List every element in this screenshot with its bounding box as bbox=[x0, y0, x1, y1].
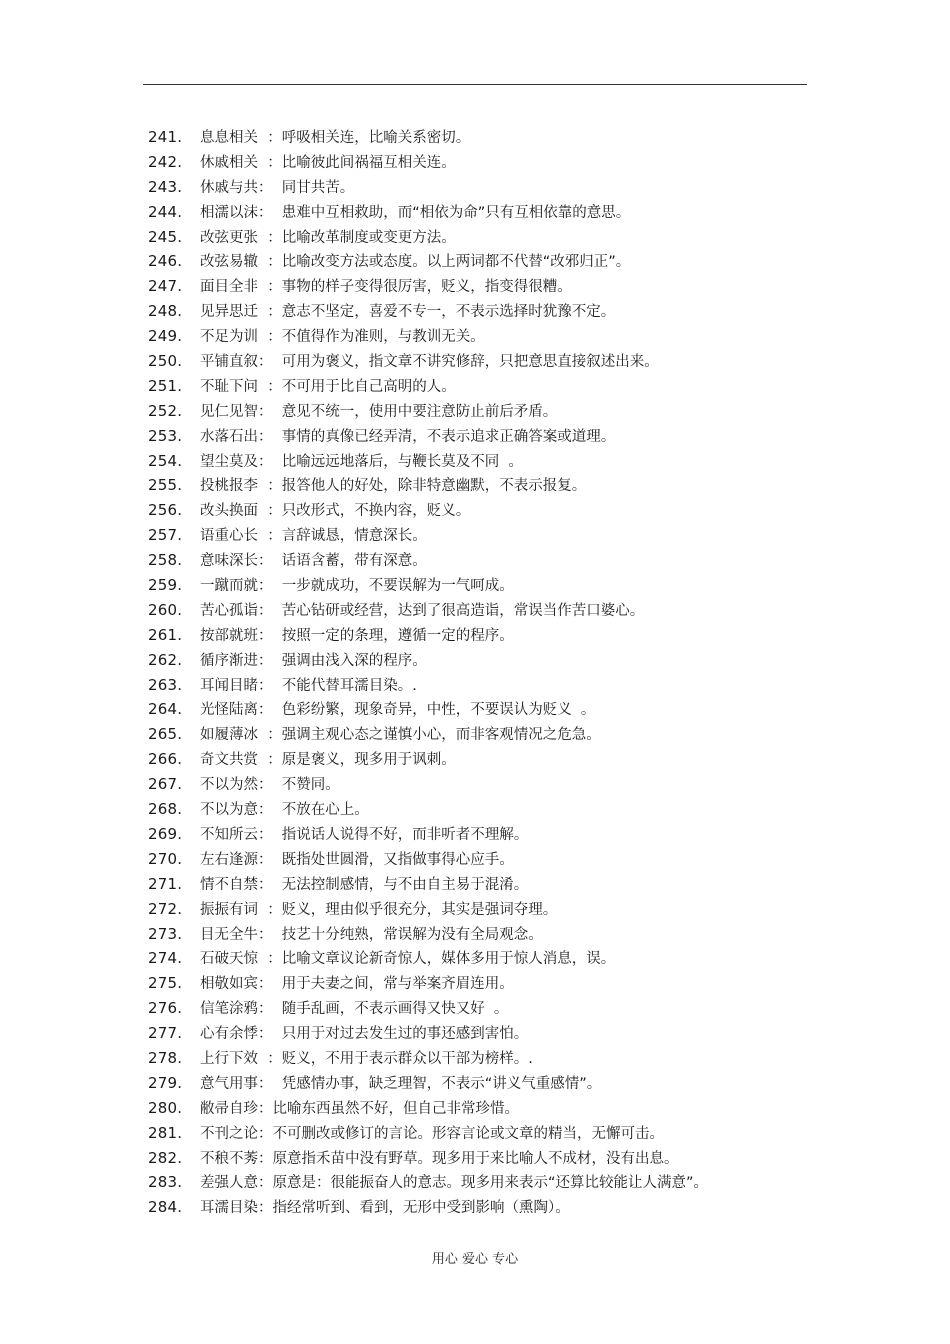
entry-term: 休戚相关 bbox=[200, 154, 258, 171]
entry-definition: 随手乱画，不表示画得又快又好 。 bbox=[272, 1001, 509, 1018]
list-item bbox=[148, 971, 848, 996]
entry-term: 耳闻目睹 bbox=[200, 677, 258, 694]
entry-definition: 按照一定的条理，遵循一定的程序。 bbox=[272, 627, 514, 644]
entry-number: 276. bbox=[148, 999, 183, 1018]
list-item bbox=[148, 498, 848, 523]
entry-term: 息息相关 bbox=[200, 130, 258, 146]
entry-term: 相敬如宾 bbox=[200, 976, 258, 993]
list-item bbox=[148, 473, 848, 498]
entry-separator: ： bbox=[258, 1050, 282, 1067]
entry-definition: 比喻远远地落后，与鞭长莫及不同 。 bbox=[272, 453, 523, 470]
list-item bbox=[148, 1146, 848, 1171]
entry-separator: ： bbox=[258, 179, 273, 196]
entry-term: 循序渐进 bbox=[200, 652, 258, 669]
entry-term: 不足为训 bbox=[200, 329, 258, 346]
entry-separator: ： bbox=[258, 354, 273, 371]
entry-term: 左右逢源 bbox=[200, 851, 258, 868]
list-item bbox=[148, 1121, 848, 1146]
entry-number: 245. bbox=[148, 227, 183, 246]
list-item bbox=[148, 922, 848, 947]
list-item bbox=[148, 747, 848, 772]
entry-term: 上行下效 bbox=[200, 1050, 258, 1067]
entry-definition: 指说话人说得不好，而非听者不理解。 bbox=[272, 826, 529, 843]
entry-number: 275. bbox=[148, 974, 183, 993]
entry-separator: ： bbox=[258, 478, 282, 495]
list-item bbox=[148, 1170, 848, 1195]
list-item bbox=[148, 623, 848, 648]
entry-separator: ： bbox=[258, 229, 282, 246]
entry-number: 246. bbox=[148, 252, 183, 271]
entry-definition: 既指处世圆滑，又指做事得心应手。 bbox=[272, 851, 514, 868]
entry-separator: ： bbox=[258, 403, 273, 420]
entry-term: 相濡以沫 bbox=[200, 204, 258, 221]
entry-number: 242. bbox=[148, 152, 183, 171]
list-item bbox=[148, 523, 848, 548]
entry-number: 259. bbox=[148, 576, 183, 595]
entry-separator: ： bbox=[258, 130, 282, 146]
entry-definition: 贬义，理由似乎很充分，其实是强词夺理。 bbox=[281, 901, 558, 918]
entry-definition: 指经常听到、看到，无形中受到影响（熏陶）。 bbox=[272, 1200, 570, 1217]
entry-number: 260. bbox=[148, 600, 183, 619]
entry-number: 247. bbox=[148, 277, 183, 296]
entry-number: 283. bbox=[148, 1173, 183, 1192]
entry-definition: 一步就成功，不要误解为一气呵成。 bbox=[272, 578, 514, 595]
entry-separator: ： bbox=[258, 528, 282, 545]
entry-term: 改弦易辙 bbox=[200, 254, 258, 271]
entry-separator: ： bbox=[258, 428, 273, 445]
list-item bbox=[148, 150, 848, 175]
entry-term: 不知所云 bbox=[200, 826, 258, 843]
entry-term: 改弦更张 bbox=[200, 229, 258, 246]
entry-term: 望尘莫及 bbox=[200, 453, 258, 470]
entry-separator: ： bbox=[258, 602, 273, 619]
list-item bbox=[148, 399, 848, 424]
entry-definition: 强调由浅入深的程序。 bbox=[272, 652, 427, 669]
entry-term: 不以为意 bbox=[200, 802, 258, 819]
entry-term: 按部就班 bbox=[200, 627, 258, 644]
entry-definition: 不赞同。 bbox=[272, 777, 340, 794]
entry-number: 269. bbox=[148, 824, 183, 843]
entry-term: 奇文共赏 bbox=[200, 752, 258, 769]
entry-term: 不耻下问 bbox=[200, 378, 258, 395]
entry-separator: ： bbox=[258, 702, 273, 719]
entry-separator: ： bbox=[258, 1125, 273, 1142]
entry-term: 见异思迁 bbox=[200, 304, 258, 321]
entry-definition: 意志不坚定，喜爱不专一，不表示选择时犹豫不定。 bbox=[281, 304, 616, 321]
entry-term: 语重心长 bbox=[200, 528, 258, 545]
list-item bbox=[148, 946, 848, 971]
entry-definition: 技艺十分纯熟，常误解为没有全局观念。 bbox=[272, 926, 543, 943]
entry-number: 273. bbox=[148, 924, 183, 943]
entry-term: 水落石出 bbox=[200, 428, 258, 445]
list-item bbox=[148, 573, 848, 598]
list-item bbox=[148, 1096, 848, 1121]
entry-separator: ： bbox=[258, 1100, 273, 1117]
entry-definition: 不可用于比自己高明的人。 bbox=[281, 378, 456, 395]
entry-definition: 原是褒义，现多用于讽刺。 bbox=[281, 752, 456, 769]
entry-separator: ： bbox=[258, 876, 273, 893]
entry-definition: 言辞诚恳，情意深长。 bbox=[281, 528, 427, 545]
entry-separator: ： bbox=[258, 329, 282, 346]
entry-number: 251. bbox=[148, 376, 183, 395]
entry-definition: 原意是：很能振奋人的意志。现多用来表示“还算比较能让人满意”。 bbox=[272, 1175, 709, 1192]
entry-number: 281. bbox=[148, 1123, 183, 1142]
entry-definition: 不可删改或修订的言论。形容言论或文章的精当，无懈可击。 bbox=[272, 1125, 664, 1142]
entry-separator: ： bbox=[258, 154, 282, 171]
entry-term: 光怪陆离 bbox=[200, 702, 258, 719]
entry-definition: 用于夫妻之间，常与举案齐眉连用。 bbox=[272, 976, 514, 993]
entry-number: 248. bbox=[148, 302, 183, 321]
entry-term: 如履薄冰 bbox=[200, 727, 258, 744]
entry-number: 266. bbox=[148, 750, 183, 769]
list-item bbox=[148, 274, 848, 299]
entry-number: 274. bbox=[148, 949, 183, 968]
entry-definition: 报答他人的好处，除非特意幽默，不表示报复。 bbox=[281, 478, 587, 495]
entry-term: 投桃报李 bbox=[200, 478, 258, 495]
entry-number: 261. bbox=[148, 625, 183, 644]
list-item bbox=[148, 249, 848, 274]
entry-separator: ： bbox=[258, 1075, 273, 1092]
entry-term: 面目全非 bbox=[200, 279, 258, 296]
list-item bbox=[148, 673, 848, 698]
entry-definition: 不值得作为准则，与教训无关。 bbox=[281, 329, 485, 346]
entry-term: 一蹴而就 bbox=[200, 578, 258, 595]
entry-number: 258. bbox=[148, 551, 183, 570]
entry-number: 256. bbox=[148, 501, 183, 520]
entry-definition: 色彩纷繁，现象奇异，中性，不要误认为贬义 。 bbox=[272, 702, 596, 719]
entry-definition: 意见不统一，使用中要注意防止前后矛盾。 bbox=[272, 403, 558, 420]
entry-term: 信笔涂鸦 bbox=[200, 1001, 258, 1018]
entry-definition: 事情的真像已经弄清，不表示追求正确答案或道理。 bbox=[272, 428, 616, 445]
entry-separator: ： bbox=[258, 1150, 273, 1167]
entry-number: 268. bbox=[148, 800, 183, 819]
entry-definition: 话语含蓄，带有深意。 bbox=[272, 553, 427, 570]
entry-separator: ： bbox=[258, 254, 282, 271]
entry-definition: 原意指禾苗中没有野草。现多用于来比喻人不成材，没有出息。 bbox=[272, 1150, 679, 1167]
entry-separator: ： bbox=[258, 378, 282, 395]
entry-term: 休戚与共 bbox=[200, 179, 258, 196]
entry-separator: ： bbox=[258, 503, 282, 520]
list-item bbox=[148, 548, 848, 573]
entry-definition: 事物的样子变得很厉害，贬义，指变得很糟。 bbox=[281, 279, 572, 296]
entry-number: 267. bbox=[148, 775, 183, 794]
entry-separator: ： bbox=[258, 204, 273, 221]
list-item bbox=[148, 324, 848, 349]
entry-definition: 不能代替耳濡目染。. bbox=[272, 677, 417, 694]
list-item bbox=[148, 125, 848, 150]
entry-term: 不以为然 bbox=[200, 777, 258, 794]
entry-term: 意味深长 bbox=[200, 553, 258, 570]
list-item bbox=[148, 1021, 848, 1046]
entry-separator: ： bbox=[258, 752, 282, 769]
entry-number: 262. bbox=[148, 650, 183, 669]
entry-term: 见仁见智 bbox=[200, 403, 258, 420]
entry-number: 244. bbox=[148, 202, 183, 221]
list-item bbox=[148, 847, 848, 872]
entry-number: 254. bbox=[148, 451, 183, 470]
entry-definition: 患难中互相救助，而“相依为命”只有互相依靠的意思。 bbox=[272, 204, 631, 221]
entry-number: 272. bbox=[148, 899, 183, 918]
list-item bbox=[148, 872, 848, 897]
list-item bbox=[148, 822, 848, 847]
entry-term: 敝帚自珍 bbox=[200, 1100, 258, 1117]
entry-definition: 比喻文章议论新奇惊人，媒体多用于惊人消息，误。 bbox=[281, 951, 616, 968]
entry-separator: ： bbox=[258, 802, 273, 819]
entry-number: 271. bbox=[148, 874, 183, 893]
entry-term: 改头换面 bbox=[200, 503, 258, 520]
entry-separator: ： bbox=[258, 627, 273, 644]
entry-definition: 比喻东西虽然不好，但自己非常珍惜。 bbox=[272, 1100, 519, 1117]
entry-separator: ： bbox=[258, 1175, 273, 1192]
entry-number: 255. bbox=[148, 476, 183, 495]
entry-number: 279. bbox=[148, 1073, 183, 1092]
entry-number: 265. bbox=[148, 725, 183, 744]
list-item bbox=[148, 648, 848, 673]
entry-definition: 强调主观心态之谨慎小心，而非客观情况之危急。 bbox=[281, 727, 601, 744]
list-item bbox=[148, 897, 848, 922]
entry-number: 278. bbox=[148, 1048, 183, 1067]
entry-definition: 苦心钻研或经营，达到了很高造诣，常误当作苦口婆心。 bbox=[272, 602, 645, 619]
entry-definition: 呼吸相关连，比喻关系密切。 bbox=[281, 130, 471, 146]
entry-term: 差强人意 bbox=[200, 1175, 258, 1192]
list-item bbox=[148, 1195, 848, 1220]
page-footer: 用心 爱心 专心 bbox=[431, 1252, 519, 1267]
entry-number: 284. bbox=[148, 1198, 183, 1217]
list-item bbox=[148, 225, 848, 250]
list-item bbox=[148, 722, 848, 747]
entry-term: 目无全牛 bbox=[200, 926, 258, 943]
list-item bbox=[148, 598, 848, 623]
entry-number: 264. bbox=[148, 700, 183, 719]
entry-number: 282. bbox=[148, 1148, 183, 1167]
entry-separator: ： bbox=[258, 304, 282, 321]
entry-definition: 比喻改革制度或变更方法。 bbox=[281, 229, 456, 246]
entry-number: 249. bbox=[148, 327, 183, 346]
entry-separator: ： bbox=[258, 951, 282, 968]
entry-definition: 同甘共苦。 bbox=[272, 179, 355, 196]
entry-number: 250. bbox=[148, 352, 183, 371]
entry-definition: 比喻彼此间祸福互相关连。 bbox=[281, 154, 456, 171]
entry-separator: ： bbox=[258, 826, 273, 843]
entry-definition: 可用为褒义，指文章不讲究修辞，只把意思直接叙述出来。 bbox=[272, 354, 659, 371]
entry-definition: 只用于对过去发生过的事还感到害怕。 bbox=[272, 1026, 529, 1043]
entry-number: 243. bbox=[148, 177, 183, 196]
entry-number: 257. bbox=[148, 526, 183, 545]
entry-number: 270. bbox=[148, 849, 183, 868]
entry-term: 耳濡目染 bbox=[200, 1200, 258, 1217]
entry-separator: ： bbox=[258, 1026, 273, 1043]
entry-definition: 凭感情办事，缺乏理智，不表示“讲义气重感情”。 bbox=[272, 1075, 602, 1092]
list-item bbox=[148, 1046, 848, 1071]
list-item bbox=[148, 175, 848, 200]
entry-term: 平铺直叙 bbox=[200, 354, 258, 371]
list-item bbox=[148, 349, 848, 374]
entry-term: 不稂不莠 bbox=[200, 1150, 258, 1167]
entry-term: 意气用事 bbox=[200, 1075, 258, 1092]
entry-term: 情不自禁 bbox=[200, 876, 258, 893]
idiom-list bbox=[148, 125, 848, 1220]
entry-number: 280. bbox=[148, 1098, 183, 1117]
entry-number: 252. bbox=[148, 401, 183, 420]
entry-definition: 比喻改变方法或态度。以上两词都不代替“改邪归正”。 bbox=[281, 254, 631, 271]
entry-separator: ： bbox=[258, 578, 273, 595]
entry-number: 253. bbox=[148, 426, 183, 445]
list-item bbox=[148, 424, 848, 449]
entry-definition: 只改形式，不换内容，贬义。 bbox=[281, 503, 471, 520]
entry-separator: ： bbox=[258, 976, 273, 993]
entry-separator: ： bbox=[258, 851, 273, 868]
list-item bbox=[148, 996, 848, 1021]
entry-separator: ： bbox=[258, 279, 282, 296]
header-rule bbox=[143, 84, 807, 85]
entry-term: 心有余悸 bbox=[200, 1026, 258, 1043]
entry-definition: 不放在心上。 bbox=[272, 802, 369, 819]
list-item bbox=[148, 1071, 848, 1096]
list-item bbox=[148, 797, 848, 822]
list-item bbox=[148, 449, 848, 474]
list-item bbox=[148, 374, 848, 399]
entry-term: 苦心孤诣 bbox=[200, 602, 258, 619]
list-item bbox=[148, 772, 848, 797]
entry-separator: ： bbox=[258, 727, 282, 744]
entry-separator: ： bbox=[258, 1200, 273, 1217]
entry-separator: ： bbox=[258, 901, 282, 918]
entry-separator: ： bbox=[258, 1001, 273, 1018]
entry-term: 振振有词 bbox=[200, 901, 258, 918]
entry-number: 263. bbox=[148, 675, 183, 694]
list-item bbox=[148, 299, 848, 324]
list-item bbox=[148, 697, 848, 722]
entry-definition: 无法控制感情，与不由自主易于混淆。 bbox=[272, 876, 529, 893]
entry-separator: ： bbox=[258, 453, 273, 470]
entry-separator: ： bbox=[258, 652, 273, 669]
entry-separator: ： bbox=[258, 777, 273, 794]
entry-term: 石破天惊 bbox=[200, 951, 258, 968]
entry-number: 241. bbox=[148, 128, 183, 146]
entry-number: 277. bbox=[148, 1024, 183, 1043]
entry-separator: ： bbox=[258, 926, 273, 943]
list-item bbox=[148, 200, 848, 225]
entry-separator: ： bbox=[258, 553, 273, 570]
entry-separator: ： bbox=[258, 677, 273, 694]
entry-definition: 贬义，不用于表示群众以干部为榜样。. bbox=[281, 1050, 533, 1067]
entry-term: 不刊之论 bbox=[200, 1125, 258, 1142]
